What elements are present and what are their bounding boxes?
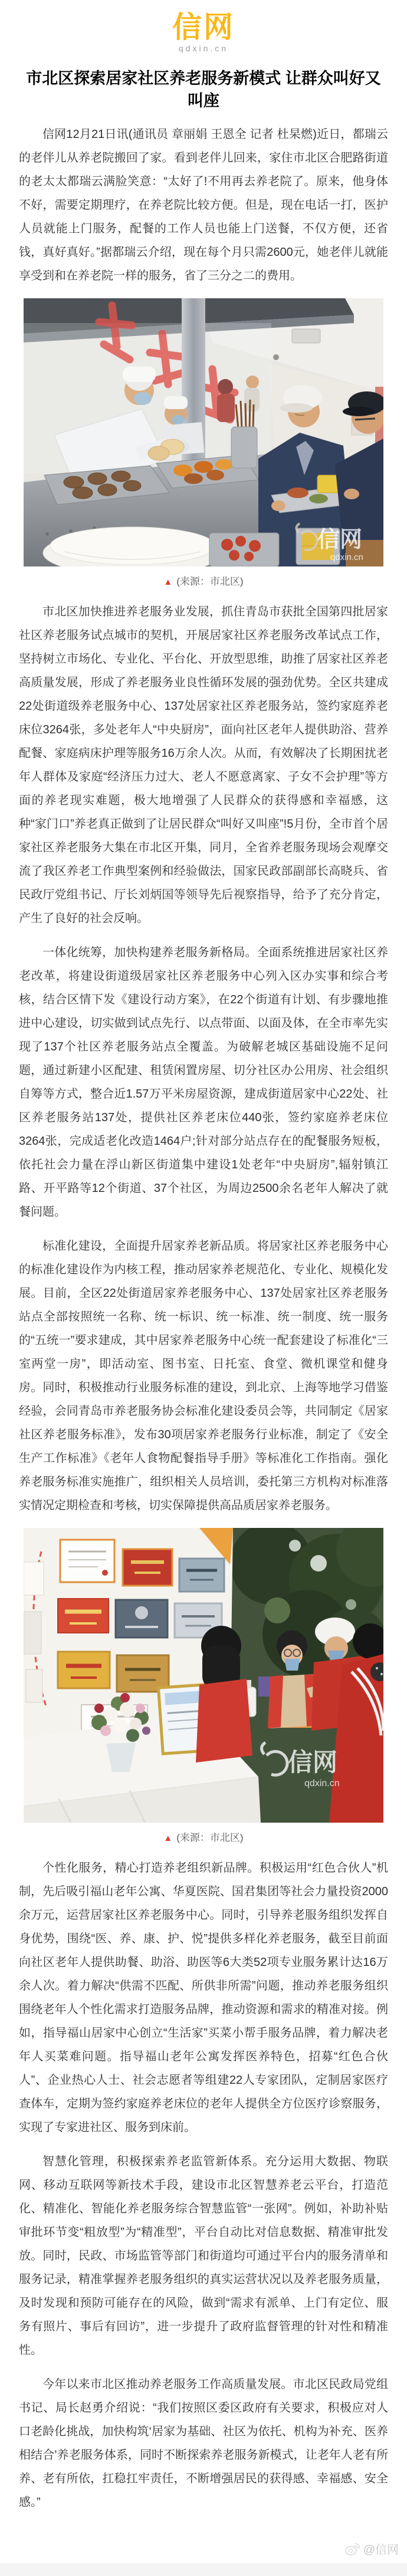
photo-watermark-domain: qdxin.cn [330, 552, 363, 562]
photo-watermark-logo: 信网 [288, 1748, 338, 1776]
source-watermark [0, 2525, 407, 2563]
source-watermark-text: @信网 [363, 2544, 399, 2557]
photo-1-image [24, 298, 383, 566]
footer-bar [0, 2563, 407, 2576]
photo-1-block [19, 298, 388, 589]
photo-2-image [24, 1528, 383, 1823]
paragraph-6: 智慧化管理，积极探索养老监管新体系。充分运用大数据、物联网、移动互联网等新技术手段，建设市北区智慧养老云平台，打造范化、精准化、智能化养老服务综合智慧监管“一张网”。例如，补助补贴审批环节变“粗放型”为“精准型”，平台自动比对信息数据、精准审批发放。同时，民政、市场监管等部门和街道均可通过平台内的服务清单和服务记录，精准掌握养老服务组织的真实运营状况以及养老服务质量，及时发现和预防可能存在的风险，做到“需求有派单、上门有定位、服务有照片、事后有回访”，进一步提升了政府监督管理的针对性和精准性。 [19, 2155, 388, 2357]
caption-text: (来源：市北区) [176, 576, 244, 587]
canteen-photo-illustration [24, 298, 383, 566]
photo-watermark-domain: qdxin.cn [304, 1778, 340, 1788]
caption-text: (来源：市北区) [176, 1832, 244, 1843]
weibo-icon [344, 2542, 360, 2555]
paragraph-7: 今年以来市北区推动养老服务工作高质量发展。市北区民政局党组书记、局长赵勇介绍说：“我们按照区委区政府有关要求，积极应对人口老龄化挑战，加快构筑‘居家为基础、社区为依托、机构为补充、医养相结合’养老服务体系，同时不断探索养老服务新模式，让老年人老有所养、老有所依，扛稳扛牢责任，不断增强居民的获得感、幸福感、安全感。” [19, 2378, 388, 2509]
paragraph-3: 一体化统筹，加快构建养老服务新格局。全面系统推进居家社区养老改革，将建设街道级居家社区养老服务中心列入区办实事和综合考核，结合区情下发《建设行动方案》，在22个街道有计划、有步骤地推进中心建设，切实做到试点先行、以点带面、以面及体，在全市率先实现了137个社区养老服务站点全覆盖。为破解老城区基础设施不足问题，通过新建小区配建、租赁闲置房屋、切分社区办公用房、社会组织自筹等方式，整合近1.57万平米房屋资源，建成街道居家中心22处、社区养老服务站137处，提供社区养老床位440张，签约家庭养老床位3264张，完成适老化改造1464户;针对部分站点存在的配餐服务短板，依托社会力量在浮山新区街道集中建设1处老年“中央厨房”,辐射镇江路、开平路等12个街道、37个社区，为周边2500余名老年人解决了就餐问题。 [19, 946, 388, 1218]
site-logo-domain: qdxin.cn [178, 44, 229, 53]
paragraph-5: 个性化服务，精心打造养老组织新品牌。积极运用“红色合伙人”机制，先后吸引福山老年公寓、华夏医院、国君集团等社会力量投资2000余万元，运营居家社区养老服务中心。同时，引导养老服务组织发挥自身优势，围绕“医、养、康、护、悦”提供多样化养老服务，截至目前面向社区老年人提供助餐、助浴、助医等6大类52项专业服务累计达16万余人次。着力解决“供需不匹配、所供非所需”问题，推动养老服务组织围绕老年人个性化需求打造服务品牌，推动资源和需求的精准对接。例如，指导福山居家中心创立“生活家”买菜小帮手服务品牌，着力解决老年人买菜难问题。指导福山老年公寓发挥医养特色，招募“红色合伙人”、企业热心人士、社会志愿者等组建22人专家团队，定制居家医疗查体车，定期为签约家庭养老床位的老年人提供全方位医疗诊察服务，实现了专家进社区、服务到床前。 [19, 1862, 388, 2134]
photo-2-caption [19, 1831, 388, 1846]
photo-2-block [19, 1528, 388, 1846]
caption-triangle-icon: ▲ [163, 1833, 173, 1843]
caption-triangle-icon: ▲ [163, 577, 173, 587]
photo-1-caption [19, 575, 388, 589]
paragraph-1: 信网12月21日讯(通讯员 章丽娟 王恩全 记者 杜杲燃)近日，都瑞云的老伴儿从养老院搬回了家。看到老伴儿回来，家住市北区合肥路街道的老太太都瑞云满脸笑意：“太好了!不用再去养老院了。原来，他身体不好，需要定期理疗，在养老院比较方便。但是，现在电话一打，医护人员就能上门服务，配餐的工作人员也能上门送餐，不仅方便，还省钱，真好真好。”据都瑞云介绍，现在每个月只需2600元，她老伴儿就能享受到和在养老院一样的服务，省了三分之二的费用。 [19, 128, 388, 282]
paragraph-2: 市北区加快推进养老服务业发展，抓住青岛市获批全国第四批居家社区养老服务试点城市的契机，开展居家社区养老服务改革试点工作，坚持树立市场化、专业化、平台化、开放型思维，助推了居家社区养老高质量发展，形成了养老服务业良性循环发展的强劲优势。全区共建成22处街道级养老服务中心、137处居家社区养老服务站，签约家庭养老床位3264张，多处老年人“中央厨房”，面向社区老年人提供助浴、营养配餐、家庭病床护理等服务16万余人次。从而，有效解决了长期困扰老年人群体及家庭“经济压力过大、老人不愿意离家、子女不会护理”等方面的养老现实难题，极大地增强了人民群众的获得感和幸福感，这种“家门口”养老真正做到了让居民群众“叫好又叫座”!5月份，全市首个居家社区养老服务大集在市北区开集，同月，全省养老服务现场会观摩交流了我区养老工作典型案例和经验做法，国家民政部副部长高晓兵、省民政厅党组书记、厅长刘炳国等领导先后视察指导，给予了充分肯定，产生了良好的社会反响。 [19, 605, 388, 925]
article-body [19, 123, 388, 2514]
paragraph-4: 标准化建设，全面提升居家养老新品质。将居家社区养老服务中心的标准化建设作为内核工程，推动居家养老规范化、专业化、规模化发展。目前，全区22处街道居家养老服务中心、137处居家社区养老服务站点全部按照统一名称、统一标识、统一标准、统一制度、统一服务的“五统一”要求建成，其中居家养老服务中心统一配套建设了标准化“三室两堂一房”，即活动室、图书室、日托室、食堂、微机课堂和健身房。同时，积极推动行业服务标准的建设，到北京、上海等地学习借鉴经验，会同青岛市养老服务协会标准化建设委员会等，共同制定《居家社区养老服务标准》，发布30项居家养老服务行业标准，制定了《安全生产工作标准》《老年人食物配餐指导手册》等标准化工作指南。强化养老服务标准实施推广，组织相关人员培训，委托第三方机构对标准落实情况定期检查和考核，切实保障提供高品质居家养老服务。 [19, 1240, 388, 1512]
service-fair-photo-illustration [24, 1528, 383, 1823]
site-logo [0, 0, 407, 53]
site-logo-text: 信网 [172, 11, 235, 44]
article-title: 市北区探索居家社区养老服务新模式 让群众叫好又叫座 [26, 70, 381, 110]
photo-watermark-logo: 信网 [317, 528, 363, 552]
